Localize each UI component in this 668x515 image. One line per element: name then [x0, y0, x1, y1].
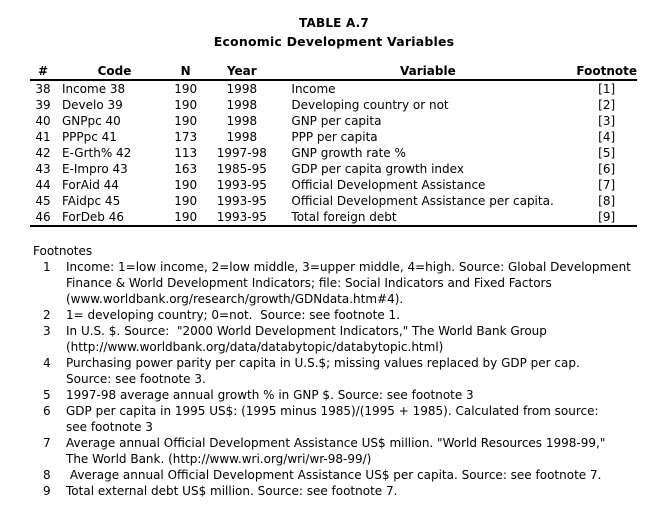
cell-year: 1993-95: [216, 178, 267, 192]
footnote-item: [33, 435, 653, 467]
table-row: [30, 80, 637, 97]
footnote-text: [66, 403, 653, 435]
header-footnote: Footnote: [576, 64, 637, 78]
footnote-item: [33, 483, 653, 499]
footnote-number: 6: [43, 404, 51, 418]
footnote-number: 8: [43, 468, 51, 482]
footnote-line: Total external debt US$ million. Source: see footnote 7.: [66, 484, 398, 498]
cell-year: 1993-95: [216, 210, 267, 224]
cell-year: 1985-95: [216, 162, 267, 176]
table-title: TABLE A.7: [299, 16, 369, 30]
table-subtitle: Economic Development Variables: [213, 34, 455, 49]
cell-variable: GNP per capita: [291, 114, 382, 128]
table-row: [30, 145, 637, 161]
cell-year: 1998: [226, 114, 258, 128]
cell-num: 39: [35, 98, 51, 112]
cell-n: 190: [174, 98, 198, 112]
cell-footnote: [8]: [598, 194, 616, 208]
cell-num: 38: [35, 82, 51, 96]
footnote-text: [66, 323, 653, 355]
footnotes-heading: Footnotes: [33, 244, 93, 258]
footnotes-list: [33, 259, 653, 499]
cell-code: PPPpc 41: [61, 130, 117, 144]
footnote-item: [33, 387, 653, 403]
footnote-text: [66, 483, 653, 499]
cell-num: 42: [35, 146, 51, 160]
cell-variable: PPP per capita: [291, 130, 378, 144]
cell-footnote: [6]: [598, 162, 616, 176]
cell-code: ForAid 44: [61, 178, 119, 192]
cell-footnote: [3]: [598, 114, 616, 128]
table-row: [30, 97, 637, 113]
cell-variable: Official Development Assistance per capita.: [291, 194, 554, 208]
footnote-number: 4: [43, 356, 51, 370]
cell-n: 190: [174, 210, 198, 224]
cell-num: 43: [35, 162, 51, 176]
cell-n: 173: [174, 130, 198, 144]
footnote-text: [66, 259, 653, 307]
cell-n: 190: [174, 194, 198, 208]
cell-footnote: [2]: [598, 98, 616, 112]
cell-code: E-Impro 43: [61, 162, 128, 176]
cell-n: 190: [174, 82, 198, 96]
footnote-line: Purchasing power parity per capita in U.S.$; missing values replaced by GDP per cap.: [66, 356, 580, 370]
table-row: [30, 177, 637, 193]
footnote-line: (www.worldbank.org/research/growth/GDNdata.htm#4).: [66, 292, 404, 306]
table-row: [30, 209, 637, 226]
cell-variable: Official Development Assistance: [291, 178, 486, 192]
cell-num: 45: [35, 194, 51, 208]
footnote-item: [33, 355, 653, 387]
footnote-number: 9: [43, 484, 51, 498]
footnote-item: [33, 259, 653, 307]
footnote-line: Finance & World Development Indicators; file: Social Indicators and Fixed Factors: [66, 276, 552, 290]
footnote-number: 5: [43, 388, 51, 402]
cell-code: ForDeb 46: [61, 210, 125, 224]
footnote-line: see footnote 3: [66, 420, 153, 434]
cell-variable: Developing country or not: [291, 98, 449, 112]
cell-num: 40: [35, 114, 51, 128]
footnote-line: In U.S. $. Source: "2000 World Development Indicators," The World Bank Group: [66, 324, 547, 338]
footnote-line: Average annual Official Development Assistance US$ per capita. Source: see footnote 7.: [66, 468, 602, 482]
footnote-line: 1= developing country; 0=not. Source: see footnote 1.: [66, 308, 401, 322]
table-row: [30, 129, 637, 145]
cell-code: Develo 39: [61, 98, 123, 112]
footnote-item: [33, 403, 653, 435]
footnote-number: 2: [43, 308, 51, 322]
cell-year: 1998: [226, 98, 258, 112]
header-num: #: [37, 64, 48, 78]
footnote-number: 3: [43, 324, 51, 338]
footnote-text: [66, 387, 653, 403]
footnote-item: [33, 323, 653, 355]
footnote-text: [66, 467, 653, 483]
footnote-text: [66, 435, 653, 467]
cell-footnote: [1]: [598, 82, 616, 96]
table-row: [30, 113, 637, 129]
cell-year: 1997-98: [216, 146, 267, 160]
cell-footnote: [7]: [598, 178, 616, 192]
cell-footnote: [5]: [598, 146, 616, 160]
cell-code: GNPpc 40: [61, 114, 121, 128]
cell-variable: GNP growth rate %: [291, 146, 406, 160]
cell-year: 1998: [226, 82, 258, 96]
footnote-number: 7: [43, 436, 51, 450]
cell-code: FAidpc 45: [61, 194, 121, 208]
table-header-row: [30, 64, 637, 80]
table-row: [30, 193, 637, 209]
cell-variable: Income: [291, 82, 336, 96]
header-code: Code: [97, 64, 132, 78]
cell-year: 1998: [226, 130, 258, 144]
cell-n: 163: [174, 162, 198, 176]
cell-variable: GDP per capita growth index: [291, 162, 464, 176]
footnote-item: [33, 307, 653, 323]
cell-num: 46: [35, 210, 51, 224]
footnote-line: Average annual Official Development Assistance US$ million. "World Resources 1998-99,": [66, 436, 606, 450]
cell-footnote: [9]: [598, 210, 616, 224]
footnote-text: [66, 355, 653, 387]
header-year: Year: [226, 64, 257, 78]
footnote-item: [33, 467, 653, 483]
footnote-line: 1997-98 average annual growth % in GNP $. Source: see footnote 3: [66, 388, 474, 402]
table-row: [30, 161, 637, 177]
cell-n: 113: [174, 146, 198, 160]
cell-n: 190: [174, 178, 198, 192]
header-n: N: [180, 64, 191, 78]
footnote-line: Income: 1=low income, 2=low middle, 3=upper middle, 4=high. Source: Global Development: [66, 260, 631, 274]
footnote-line: Source: see footnote 3.: [66, 372, 206, 386]
footnote-line: The World Bank. (http://www.wri.org/wri/wr-98-99/): [66, 452, 372, 466]
variables-table: [30, 64, 637, 227]
footnote-line: GDP per capita in 1995 US$: (1995 minus 1985)/(1995 + 1985). Calculated from source:: [66, 404, 599, 418]
cell-code: Income 38: [61, 82, 126, 96]
cell-year: 1993-95: [216, 194, 267, 208]
header-variable: Variable: [400, 64, 456, 78]
cell-n: 190: [174, 114, 198, 128]
cell-num: 41: [35, 130, 51, 144]
footnote-text: [66, 307, 653, 323]
cell-footnote: [4]: [598, 130, 616, 144]
footnote-number: 1: [43, 260, 51, 274]
cell-code: E-Grth% 42: [61, 146, 132, 160]
cell-num: 44: [35, 178, 51, 192]
cell-variable: Total foreign debt: [291, 210, 397, 224]
footnote-line: (http://www.worldbank.org/data/databytopic/databytopic.html): [66, 340, 444, 354]
